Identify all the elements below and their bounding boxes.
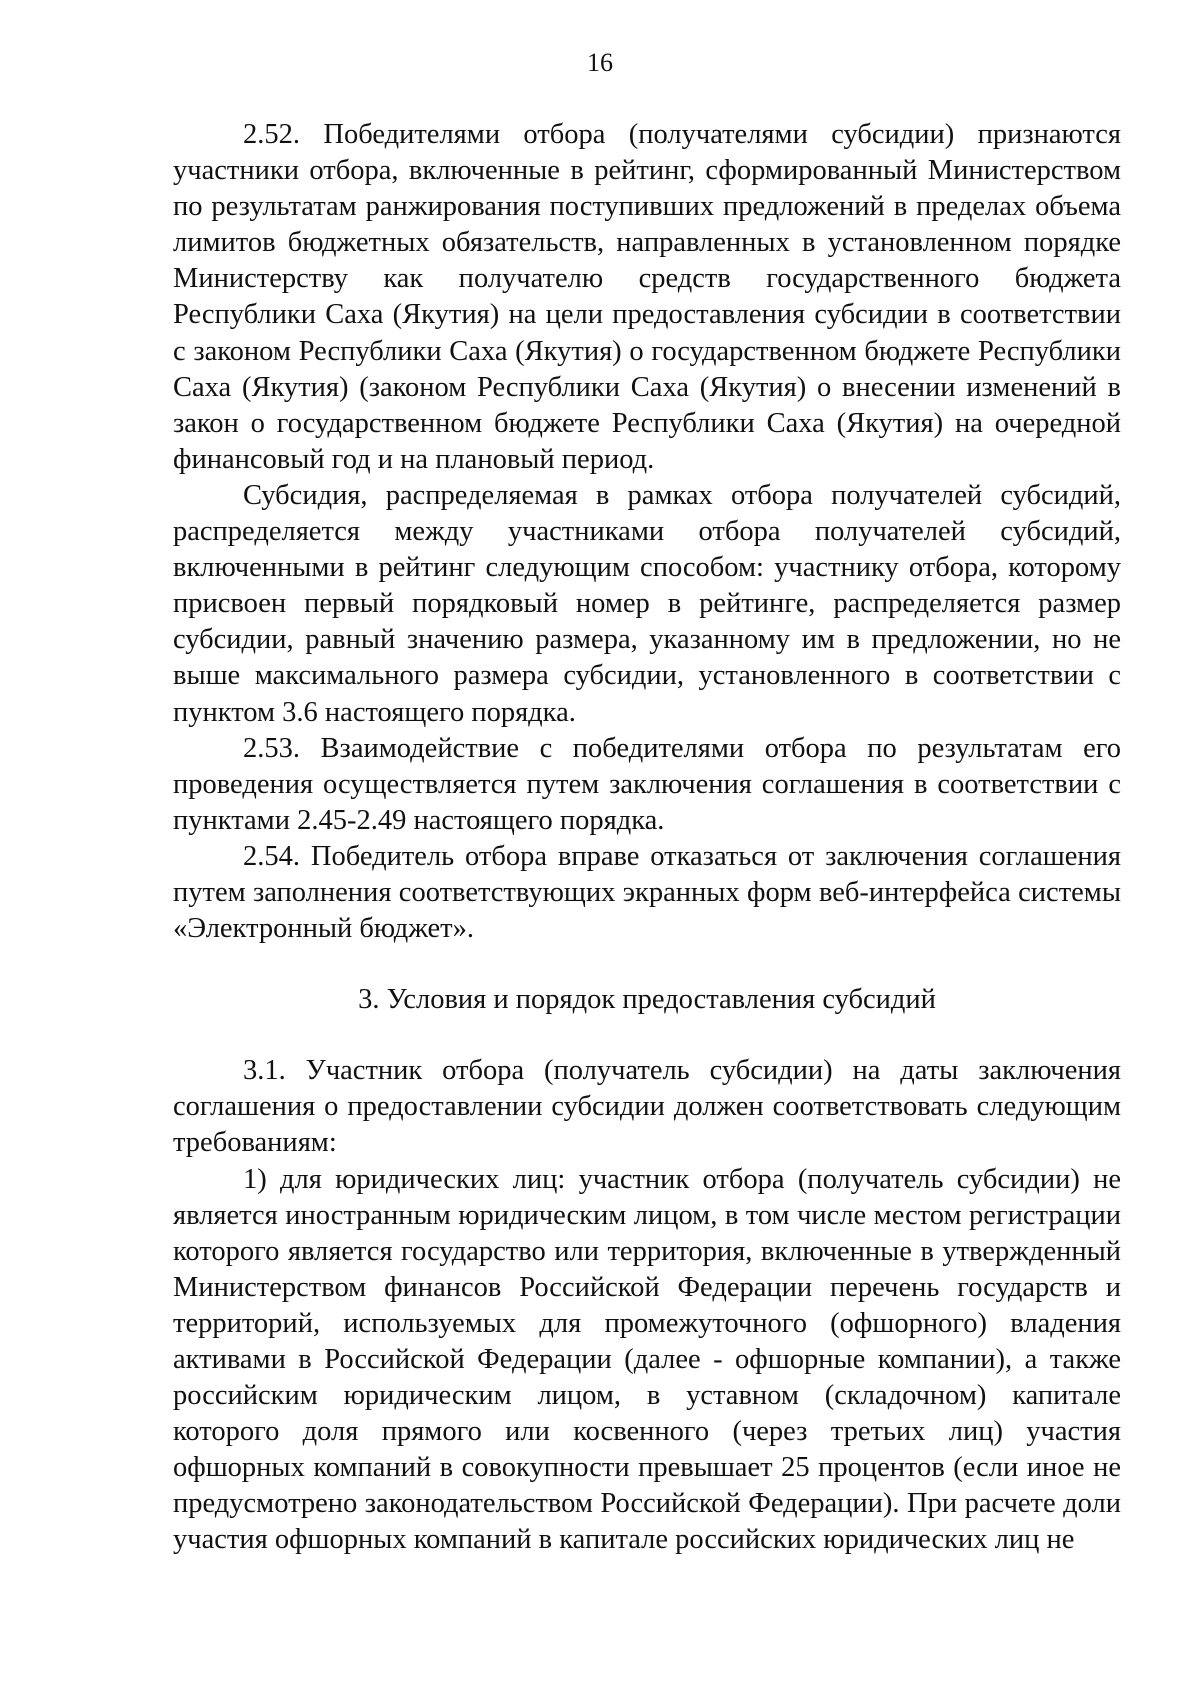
document-body	[173, 117, 1121, 1559]
section-heading: 3. Условия и порядок предоставления субсидий	[358, 984, 936, 1016]
paragraph-legal-entities: 1) для юридических лиц: участник отбора (получатель субсидии) не является иностранным юридическим лицом, в том числе местом регистрации которого является государство или территория, включенные в утвержденный Министерством финансов Российской Федерации перечень государств и территорий, используемых для промежуточного (офшорного) владения активами в Российской Федерации (далее - офшорные компании), а также российским юридическим лицом, в уставном (складочном) капитале которого доля прямого или косвенного (через третьих лиц) участия офшорных компаний в совокупности превышает 25 процентов (если иное не предусмотрено законодательством Российской Федерации). При расчете доли участия офшорных компаний в капитале российских юридических лиц не	[173, 1163, 1121, 1556]
paragraph-2-54: 2.54. Победитель отбора вправе отказаться от заключения соглашения путем заполнения соответствующих экранных форм веб-интерфейса системы «Электронный бюджет».	[173, 840, 1121, 945]
paragraph-3-1: 3.1. Участник отбора (получатель субсидии) на даты заключения соглашения о предоставлении субсидии должен соответствовать следующим требованиям:	[173, 1055, 1121, 1159]
paragraph-2-52: 2.52. Победителями отбора (получателями субсидии) признаются участники отбора, включенные в рейтинг, сформированный Министерством по результатам ранжирования поступивших предложений в пределах объема лимитов бюджетных обязательств, направленных в установленном порядке Министерству как получателю средств государственного бюджета Республики Саха (Якутия) на цели предоставления субсидии в соответствии с законом Республики Саха (Якутия) о государственном бюджете Республики Саха (Якутия) (законом Республики Саха (Якутия) о внесении изменений в закон о государственном бюджете Республики Саха (Якутия) на очередной финансовый год и на плановый период.	[173, 119, 1121, 475]
page-number: 16	[587, 48, 613, 77]
paragraph-subsidy-distribution: Субсидия, распределяемая в рамках отбора получателей субсидий, распределяется между участниками отбора получателей субсидий, включенными в рейтинг следующим способом: участнику отбора, которому присвоен первый порядковый номер в рейтинге, распределяется размер субсидии, равный значению размера, указанному им в предложении, но не выше максимального размера субсидии, установленного в соответствии с пунктом 3.6 настоящего порядка.	[173, 479, 1121, 728]
paragraph-2-53: 2.53. Взаимодействие с победителями отбора по результатам его проведения осуществляется путем заключения соглашения в соответствии с пунктами 2.45-2.49 настоящего порядка.	[173, 732, 1121, 836]
